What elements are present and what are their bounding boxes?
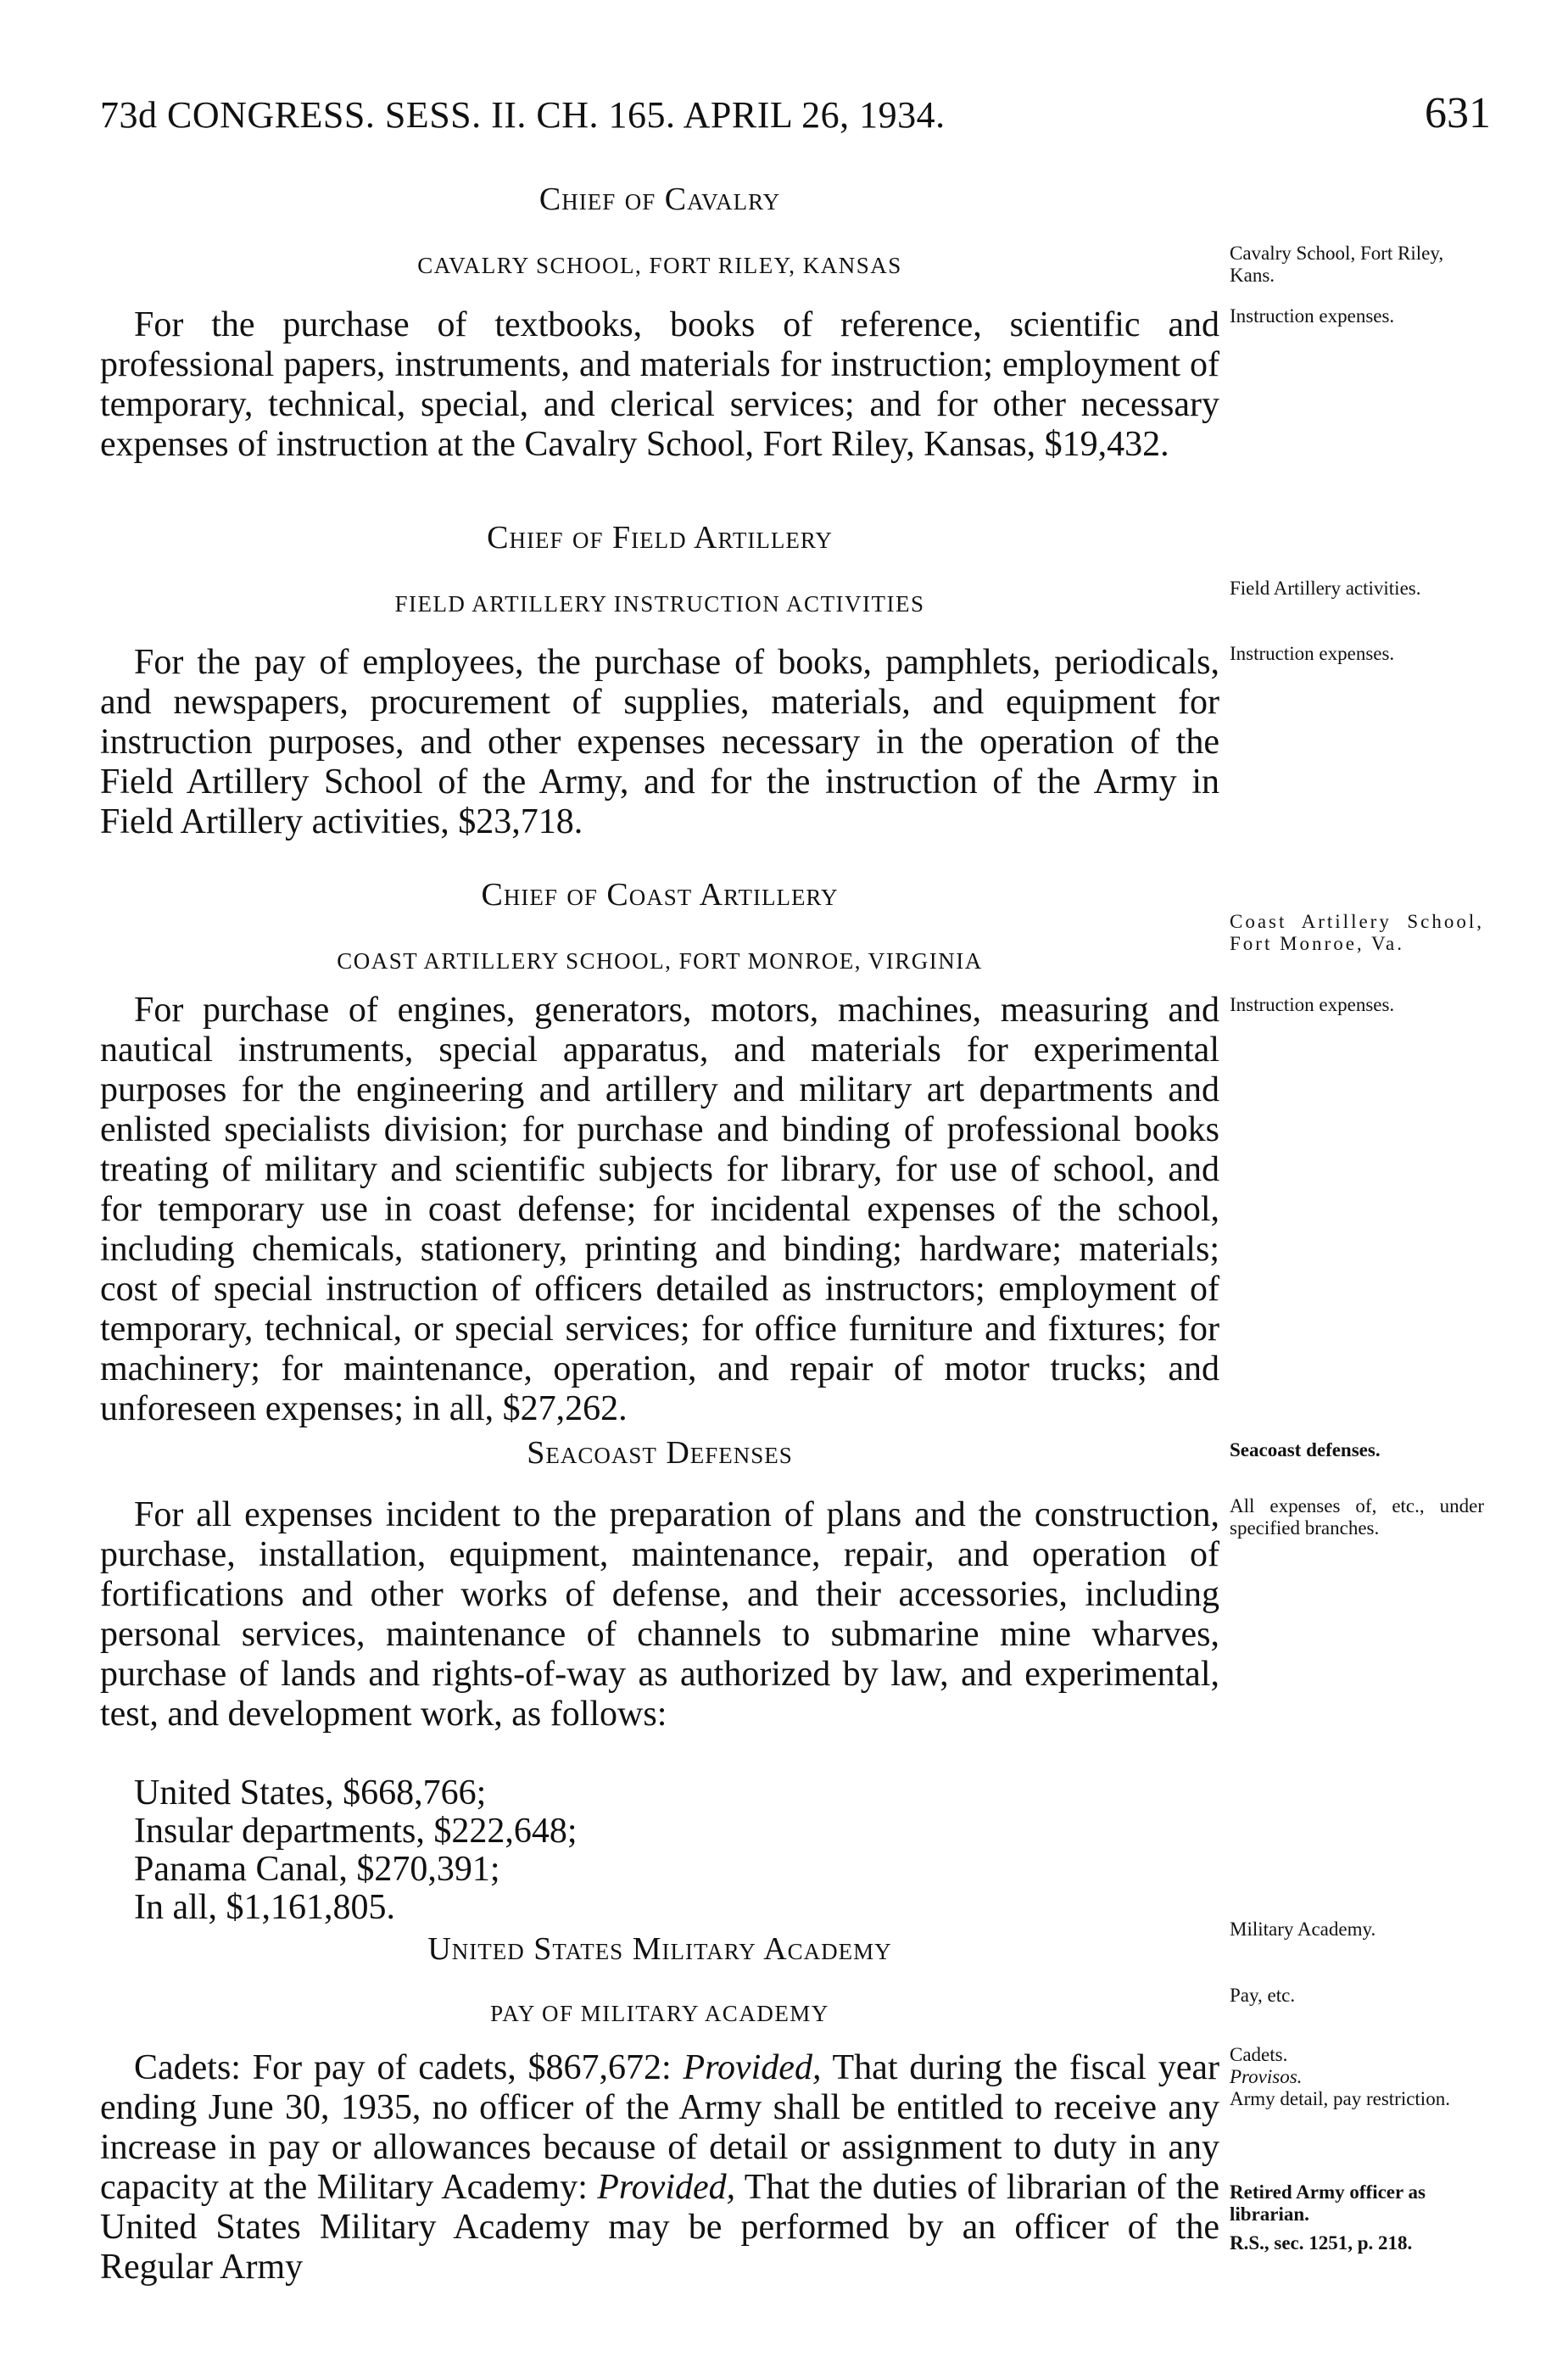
list-item-united-states: United States, $668,766;: [134, 1773, 487, 1812]
heading-chief-of-cavalry: Chief of Cavalry: [538, 182, 781, 217]
margin-note-instruction-expenses: Instruction expenses.: [1230, 643, 1395, 664]
proviso-italic-1: Provided,: [683, 2048, 822, 2087]
margin-note-cadets: Cadets.: [1230, 2044, 1288, 2065]
margin-note-military-academy: Military Academy.: [1230, 1919, 1376, 1940]
academy-body-part1: Cadets: For pay of cadets, $867,672:: [134, 2048, 684, 2087]
list-item-in-all: In all, $1,161,805.: [134, 1888, 395, 1927]
academy-body-part2: That during the fiscal year ending June 30, 1935, no officer of the Army shall be entitled to receive any increase in pay or allowances because of detail or assignment to duty in any capacity at the Military Academy:: [100, 2048, 1219, 2207]
subheading-cavalry-school: CAVALRY SCHOOL, FORT RILEY, KANSAS: [417, 253, 902, 278]
margin-note-instruction-expenses: Instruction expenses.: [1230, 994, 1395, 1015]
heading-military-academy: United States Military Academy: [427, 1931, 892, 1967]
subheading-pay-of-military-academy: PAY OF MILITARY ACADEMY: [490, 2001, 829, 2026]
heading-chief-of-field-artillery: Chief of Field Artillery: [487, 520, 833, 556]
margin-note-field-artillery: Field Artillery activities.: [1230, 578, 1421, 599]
heading-seacoast-defenses: Seacoast Defenses: [527, 1435, 793, 1471]
paragraph-cavalry: For the purchase of textbooks, books of reference, scientific and professional papers, instruments, and materials for instruction; employment of temporary, technical, special, and clerical services; and for other necessary expenses of instruction at the Cavalry School, Fort Riley, Kansas, $19,432.: [100, 305, 1219, 464]
margin-note-provisos: Provisos.: [1230, 2066, 1303, 2087]
page-number: 631: [1425, 89, 1491, 137]
running-head: 73d CONGRESS. SESS. II. CH. 165. APRIL 26, 1934.: [100, 94, 946, 136]
paragraph-coast-artillery: For purchase of engines, generators, motors, machines, measuring and nautical instruments, special apparatus, and materials for experimental purposes for the engineering and artillery and military art departments and enlisted specialists division; for purchase and binding of professional books treating of military and scientific subjects for library, for use of school, and for temporary use in coast defense; for incidental expenses of the school, including chemicals, stationery, printing and binding; hardware; materials; cost of special instruction of officers detailed as instructors; employment of temporary, technical, or special services; for office furniture and fixtures; for machinery; for maintenance, operation, and repair of motor trucks; and unforeseen expenses; in all, $27,262.: [100, 991, 1219, 1428]
margin-note-all-expenses: All expenses of, etc., under specified branches.: [1230, 1495, 1484, 1539]
margin-note-army-detail: Army detail, pay restriction.: [1230, 2088, 1450, 2109]
list-item-insular-departments: Insular departments, $222,648;: [134, 1812, 578, 1851]
margin-note-pay-etc: Pay, etc.: [1230, 1985, 1296, 2006]
margin-note-seacoast-defenses: Seacoast defenses.: [1230, 1439, 1381, 1461]
paragraph-seacoast-defenses: For all expenses incident to the preparation of plans and the construction, purchase, installation, equipment, maintenance, repair, and operation of fortifications and other works of defense, and their accessories, including personal services, maintenance of channels to submarine mine wharves, purchase of lands and rights-of-way as authorized by law, and experimental, test, and development work, as follows:: [100, 1495, 1219, 1734]
paragraph-field-artillery: For the pay of employees, the purchase of books, pamphlets, periodicals, and newspapers, procurement of supplies, materials, and equipment for instruction purposes, and other expenses necessary in the operation of the Field Artillery School of the Army, and for the instruction of the Army in Field Artillery activities, $23,718.: [100, 643, 1219, 841]
margin-note-instruction-expenses: Instruction expenses.: [1230, 305, 1395, 327]
paragraph-military-academy: [100, 2048, 1219, 2287]
subheading-coast-artillery-school: COAST ARTILLERY SCHOOL, FORT MONROE, VIRGINIA: [337, 948, 983, 974]
seacoast-items-list: [100, 1774, 1219, 1927]
page-header: [100, 89, 1491, 144]
margin-note-coast-artillery-school: Coast Artillery School, Fort Monroe, Va.: [1230, 911, 1484, 954]
subheading-field-artillery: FIELD ARTILLERY INSTRUCTION ACTIVITIES: [394, 591, 925, 617]
heading-chief-of-coast-artillery: Chief of Coast Artillery: [481, 877, 839, 913]
margin-note-revised-statutes: R.S., sec. 1251, p. 218.: [1230, 2232, 1413, 2254]
margin-note-cavalry-school: Cavalry School, Fort Riley, Kans.: [1230, 243, 1444, 286]
list-item-panama-canal: Panama Canal, $270,391;: [134, 1850, 500, 1889]
proviso-italic-2: Provided,: [597, 2168, 736, 2207]
academy-body-part3: That the duties of librarian of the United States Military Academy may be performed by an officer of the Regular Army: [100, 2168, 1220, 2287]
margin-note-retired-officer: Retired Army officer as librarian.: [1230, 2181, 1426, 2225]
